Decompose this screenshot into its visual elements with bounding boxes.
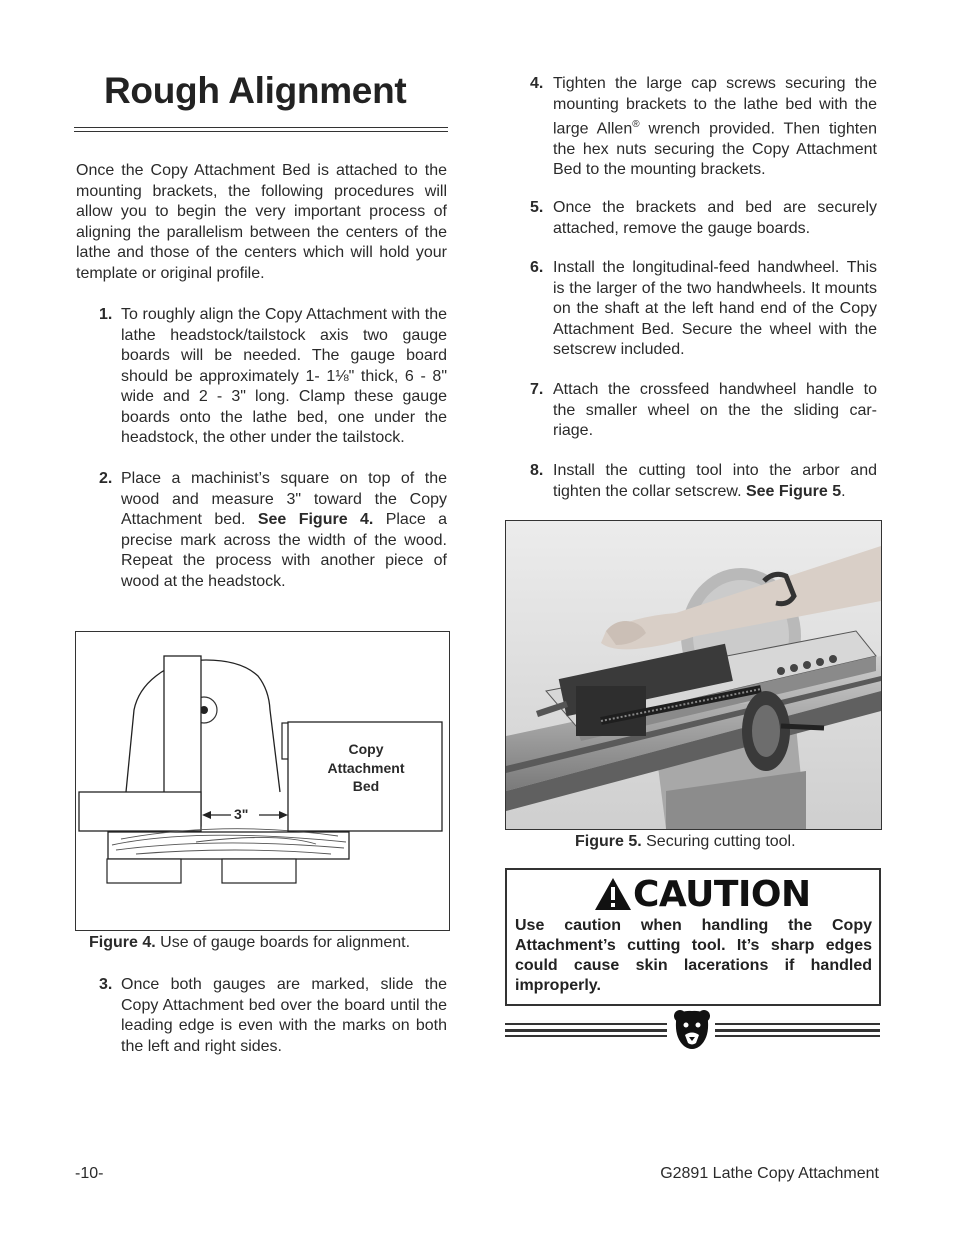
caption-text: Securing cutting tool. [641,833,796,850]
figure-label: Figure 5. [575,833,642,850]
step-text [121,469,447,592]
step-5 [530,198,880,243]
page-title: Rough Alignment [104,70,407,111]
step-text: Once the brackets and bed are securely attached, remove the gauge boards. [553,199,877,237]
measurement-label: 3" [234,806,249,822]
copy-attachment-bed-label [290,740,442,796]
step-text [553,461,877,502]
caution-text: Use caution when handling the Copy Attachment’s cutting tool. It’s sharp edges could cause skin lacerations if handled improperly. [515,917,872,994]
step-number: 8. [530,462,544,479]
step-1 [99,305,449,455]
bed-label-line: Bed [352,778,380,794]
headstock-outline [126,660,280,792]
registered-mark: ® [632,119,640,130]
step-text: Install the longitudinal-feed handwheel. This is the larger of the two handwheels. It mounts on the shaft at the left hand end of the Copy Attachment Bed. Secure the wheel with the setscrew included. [553,259,877,358]
step-text: Attach the crossfeed handwheel handle to the smaller wheel on the the sliding car- riage. [553,381,877,439]
figure-5 [505,520,882,830]
step-7 [530,380,880,445]
figure-reference: See Figure 5 [745,482,842,500]
step-number: 4. [530,75,544,92]
caution-heading: CAUTION [633,874,811,915]
bear-logo-icon [672,1008,712,1052]
step-6 [530,258,880,363]
step-8 [530,461,880,506]
step-text-part: Install the cutting tool into the arbor and tighten the collar setscrew. [553,462,877,500]
lathe-photo [506,521,881,829]
caution-box [505,868,881,1006]
title-rule [74,127,448,132]
bed-foot-right [222,859,296,883]
caption-text: Use of gauge boards for alignment. [155,934,411,951]
step-text [553,74,877,181]
step-number: 2. [99,470,113,487]
bed-label-line: Copy [348,741,384,757]
step-number: 5. [530,199,544,216]
step-number: 7. [530,381,544,398]
machinists-square-base [79,792,201,831]
logo-divider [505,1008,880,1052]
step-text-part: Place a precise mark across the width of the wood. Repeat the process with another piece of wood at the headstock. [121,511,447,590]
step-number: 3. [99,976,113,993]
step-2 [99,469,449,599]
step-text-part: Tighten the large cap screws securing the mounting brackets to the lathe bed with the large Allen [553,75,877,138]
intro-paragraph: Once the Copy Attachment Bed is attached to the mounting brackets, the following procedures will allow you to begin the very important process of aligning the parallelism between the centers of the lathe and those of the centers which will hold your template or original profile. [76,162,447,282]
document-title: G2891 Lathe Copy Attachment [660,1165,879,1182]
step-number: 1. [99,306,113,323]
bed-label-line: Attachment [327,759,405,776]
step-3 [99,975,449,1060]
step-text: Once both gauges are marked, slide the Copy Attachment bed over the board until the leading edge is even with the marks on both the left and right sides. [121,976,447,1055]
step-number: 6. [530,259,544,276]
warning-triangle-icon [593,876,633,912]
step-text-part: wrench provided. Then tighten the hex nuts securing the Copy Attachment Bed to the mounting brackets. [553,120,877,179]
figure-label: Figure 4. [89,934,156,951]
bed-foot-left [107,859,181,883]
figure-4-caption [89,933,410,953]
figure-5-caption [575,832,796,852]
step-text: To roughly align the Copy Attachment with the lathe headstock/tailstock axis two gauge boards will be needed. The gauge board should be approximately 1- 1⅛" thick, 6 - 8" wide and 2 - 3" long. Clamp these gauge boards onto the lathe bed, one under the headstock, the other under the tailstock. [121,306,447,446]
step-4 [530,74,880,179]
step-text-part: Place a machinist’s square on top of the wood and measure 3" toward the Copy Attachment bed. [121,470,447,528]
figure-4 [75,631,450,931]
step-text-part: . [841,482,846,500]
page-number: -10- [75,1165,104,1182]
figure-reference: See Figure 4. [257,511,374,528]
